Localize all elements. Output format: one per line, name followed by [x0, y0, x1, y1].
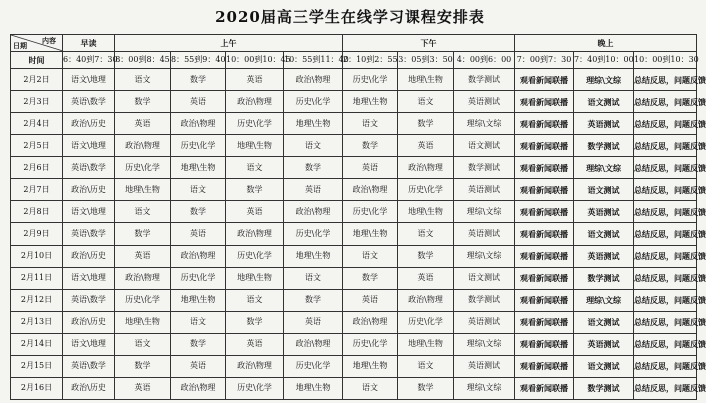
schedule-cell: 英语: [398, 267, 454, 289]
date-cell: 2月14日: [11, 333, 63, 355]
table-row: [11, 113, 697, 135]
schedule-cell: 观看新闻联播: [515, 311, 574, 333]
schedule-cell: 语文: [226, 289, 284, 311]
schedule-cell: 观看新闻联播: [515, 289, 574, 311]
schedule-cell: 政治\物理: [284, 333, 343, 355]
header-row-groups: [11, 35, 697, 52]
schedule-cell: 英语: [115, 377, 171, 399]
schedule-cell: 英语测试: [454, 179, 515, 201]
schedule-cell: 地理\生物: [115, 179, 171, 201]
schedule-cell: 地理\生物: [226, 135, 284, 157]
schedule-cell: 观看新闻联播: [515, 223, 574, 245]
date-cell: 2月6日: [11, 157, 63, 179]
corner-label-date: 日期: [13, 41, 27, 50]
schedule-cell: 观看新闻联播: [515, 157, 574, 179]
schedule-cell: 语文: [115, 201, 171, 223]
time-label: 时间: [11, 52, 63, 69]
time-slot: 10：00到10：30: [634, 52, 697, 69]
schedule-table: [10, 34, 706, 400]
schedule-cell: 英语测试: [574, 113, 634, 135]
date-cell: 2月8日: [11, 201, 63, 223]
table-row: [11, 355, 697, 377]
schedule-cell: 数学: [284, 289, 343, 311]
schedule-cell: 英语: [171, 91, 226, 113]
date-cell: 2月15日: [11, 355, 63, 377]
schedule-cell: 语文: [171, 179, 226, 201]
table-row: [11, 245, 697, 267]
schedule-cell: 英语测试: [454, 223, 515, 245]
time-slot: 3：05到3：50: [398, 52, 454, 69]
schedule-cell: 英语测试: [574, 333, 634, 355]
schedule-cell: 语文: [284, 135, 343, 157]
schedule-cell: 理综\文综: [454, 201, 515, 223]
schedule-cell: 政治\物理: [284, 69, 343, 91]
schedule-cell: 理综\文综: [574, 69, 634, 91]
group-header-afternoon: 下午: [343, 35, 515, 52]
schedule-cell: 政治\历史: [63, 245, 115, 267]
schedule-cell: 政治\物理: [171, 377, 226, 399]
schedule-cell: 理综\文综: [574, 289, 634, 311]
schedule-cell: 英语测试: [574, 245, 634, 267]
schedule-cell: 地理\生物: [115, 311, 171, 333]
schedule-cell: 政治\物理: [398, 289, 454, 311]
time-slot: 8：00到8：45: [115, 52, 171, 69]
schedule-cell: 总结反思，问题反馈: [634, 113, 697, 135]
table-row: [11, 157, 697, 179]
schedule-cell: 总结反思，问题反馈: [634, 245, 697, 267]
schedule-cell: 观看新闻联播: [515, 135, 574, 157]
schedule-cell: 语文测试: [574, 311, 634, 333]
schedule-cell: 地理\生物: [398, 69, 454, 91]
schedule-cell: 政治\历史: [63, 113, 115, 135]
schedule-cell: 地理\生物: [284, 245, 343, 267]
schedule-cell: 理综\文综: [454, 113, 515, 135]
corner-label-content: 内容: [42, 36, 56, 45]
schedule-cell: 政治\物理: [115, 135, 171, 157]
schedule-cell: 政治\物理: [226, 355, 284, 377]
time-slot: 6：40到7：30: [63, 52, 115, 69]
time-slot: 2：10到2：55: [343, 52, 398, 69]
date-cell: 2月7日: [11, 179, 63, 201]
schedule-cell: 英语: [226, 201, 284, 223]
schedule-cell: 观看新闻联播: [515, 267, 574, 289]
time-slot: 10：00到10：45: [226, 52, 284, 69]
schedule-cell: 语文\地理: [63, 201, 115, 223]
date-cell: 2月10日: [11, 245, 63, 267]
date-cell: 2月2日: [11, 69, 63, 91]
schedule-cell: 历史\化学: [284, 355, 343, 377]
schedule-cell: 语文测试: [574, 91, 634, 113]
table-row: [11, 179, 697, 201]
schedule-cell: 政治\物理: [226, 223, 284, 245]
schedule-cell: 历史\化学: [115, 157, 171, 179]
schedule-cell: 总结反思，问题反馈: [634, 267, 697, 289]
schedule-cell: 历史\化学: [171, 267, 226, 289]
schedule-cell: 英语\数学: [63, 157, 115, 179]
page-title: 2020届高三学生在线学习课程安排表: [215, 8, 485, 26]
date-cell: 2月13日: [11, 311, 63, 333]
schedule-cell: 理综\文综: [454, 377, 515, 399]
schedule-cell: 政治\物理: [284, 201, 343, 223]
table-row: [11, 135, 697, 157]
schedule-cell: 总结反思，问题反馈: [634, 179, 697, 201]
schedule-cell: 历史\化学: [226, 113, 284, 135]
schedule-cell: 政治\物理: [398, 157, 454, 179]
schedule-cell: 理综\文综: [454, 333, 515, 355]
schedule-cell: 英语: [115, 113, 171, 135]
schedule-cell: 总结反思，问题反馈: [634, 333, 697, 355]
schedule-cell: 数学: [226, 179, 284, 201]
schedule-cell: 数学: [398, 377, 454, 399]
group-header-evening: 晚上: [515, 35, 697, 52]
schedule-cell: 数学: [115, 91, 171, 113]
schedule-cell: 数学: [171, 333, 226, 355]
group-header-morning-reading: 早读: [63, 35, 115, 52]
schedule-cell: 英语: [171, 355, 226, 377]
schedule-cell: 数学测试: [574, 267, 634, 289]
schedule-cell: 数学测试: [574, 135, 634, 157]
schedule-cell: 语文: [171, 311, 226, 333]
schedule-cell: 语文测试: [454, 267, 515, 289]
schedule-cell: 数学: [284, 157, 343, 179]
table-row: [11, 223, 697, 245]
schedule-cell: 语文: [115, 69, 171, 91]
schedule-cell: 历史\化学: [398, 311, 454, 333]
schedule-cell: 语文\地理: [63, 135, 115, 157]
table-row: [11, 377, 697, 399]
schedule-cell: 语文: [115, 333, 171, 355]
schedule-cell: 总结反思，问题反馈: [634, 355, 697, 377]
schedule-cell: 政治\历史: [63, 311, 115, 333]
schedule-cell: 语文测试: [574, 223, 634, 245]
schedule-cell: 数学: [398, 113, 454, 135]
schedule-cell: 语文测试: [574, 179, 634, 201]
schedule-cell: 语文: [343, 245, 398, 267]
schedule-cell: 观看新闻联播: [515, 377, 574, 399]
date-cell: 2月5日: [11, 135, 63, 157]
date-cell: 2月3日: [11, 91, 63, 113]
schedule-cell: 英语\数学: [63, 223, 115, 245]
schedule-cell: 地理\生物: [343, 223, 398, 245]
schedule-cell: 语文\地理: [63, 333, 115, 355]
schedule-cell: 历史\化学: [343, 333, 398, 355]
schedule-cell: 英语测试: [454, 91, 515, 113]
time-slot: 8：55到9：40: [171, 52, 226, 69]
date-cell: 2月9日: [11, 223, 63, 245]
schedule-cell: 理综\文综: [574, 157, 634, 179]
group-header-morning: 上午: [115, 35, 343, 52]
schedule-cell: 语文: [398, 355, 454, 377]
schedule-cell: 总结反思，问题反馈: [634, 289, 697, 311]
schedule-cell: 地理\生物: [398, 333, 454, 355]
schedule-cell: 总结反思，问题反馈: [634, 201, 697, 223]
schedule-cell: 观看新闻联播: [515, 201, 574, 223]
schedule-cell: 英语: [284, 311, 343, 333]
schedule-cell: 地理\生物: [226, 267, 284, 289]
schedule-cell: 数学: [398, 245, 454, 267]
schedule-cell: 总结反思，问题反馈: [634, 157, 697, 179]
schedule-cell: 历史\化学: [171, 135, 226, 157]
schedule-cell: 历史\化学: [398, 179, 454, 201]
schedule-cell: 历史\化学: [226, 245, 284, 267]
schedule-cell: 总结反思，问题反馈: [634, 223, 697, 245]
schedule-cell: 数学: [343, 267, 398, 289]
schedule-cell: 历史\化学: [343, 201, 398, 223]
schedule-cell: 数学: [115, 223, 171, 245]
date-cell: 2月4日: [11, 113, 63, 135]
table-row: [11, 289, 697, 311]
schedule-cell: 英语: [226, 333, 284, 355]
schedule-cell: 英语测试: [454, 311, 515, 333]
schedule-cell: 总结反思，问题反馈: [634, 91, 697, 113]
schedule-cell: 历史\化学: [284, 223, 343, 245]
schedule-cell: 英语\数学: [63, 289, 115, 311]
schedule-cell: 数学测试: [454, 69, 515, 91]
schedule-cell: 政治\物理: [343, 311, 398, 333]
schedule-cell: 总结反思，问题反馈: [634, 311, 697, 333]
schedule-cell: 历史\化学: [226, 377, 284, 399]
schedule-cell: 英语\数学: [63, 91, 115, 113]
schedule-cell: 观看新闻联播: [515, 333, 574, 355]
schedule-cell: 地理\生物: [284, 113, 343, 135]
schedule-cell: 观看新闻联播: [515, 245, 574, 267]
schedule-cell: 数学测试: [454, 289, 515, 311]
schedule-cell: 总结反思，问题反馈: [634, 377, 697, 399]
schedule-cell: 英语测试: [574, 201, 634, 223]
schedule-cell: 观看新闻联播: [515, 69, 574, 91]
schedule-cell: 语文测试: [574, 355, 634, 377]
schedule-cell: 数学测试: [574, 377, 634, 399]
schedule-cell: 数学测试: [454, 157, 515, 179]
schedule-cell: 数学: [343, 135, 398, 157]
schedule-cell: 英语\数学: [63, 355, 115, 377]
time-slot: 7：00到7：30: [515, 52, 574, 69]
schedule-cell: 语文\地理: [63, 69, 115, 91]
schedule-cell: 地理\生物: [343, 355, 398, 377]
table-row: [11, 267, 697, 289]
schedule-cell: 语文测试: [454, 135, 515, 157]
schedule-cell: 历史\化学: [343, 69, 398, 91]
schedule-cell: 地理\生物: [171, 289, 226, 311]
schedule-cell: 总结反思，问题反馈: [634, 69, 697, 91]
schedule-cell: 地理\生物: [284, 377, 343, 399]
schedule-cell: 观看新闻联播: [515, 179, 574, 201]
schedule-cell: 英语: [226, 69, 284, 91]
schedule-cell: 语文: [343, 377, 398, 399]
table-row: [11, 201, 697, 223]
schedule-cell: 政治\物理: [115, 267, 171, 289]
schedule-cell: 政治\物理: [171, 113, 226, 135]
table-row: [11, 311, 697, 333]
time-slot: 10：55到11：40: [284, 52, 343, 69]
schedule-cell: 语文\地理: [63, 267, 115, 289]
date-cell: 2月16日: [11, 377, 63, 399]
schedule-cell: 英语: [171, 223, 226, 245]
schedule-cell: 英语: [343, 289, 398, 311]
schedule-cell: 历史\化学: [284, 91, 343, 113]
header-row-times: [11, 52, 697, 69]
table-row: [11, 69, 697, 91]
time-slot: 4：00到6：00: [454, 52, 515, 69]
schedule-cell: 政治\历史: [63, 179, 115, 201]
schedule-cell: 英语测试: [454, 355, 515, 377]
schedule-cell: 地理\生物: [171, 157, 226, 179]
table-row: [11, 91, 697, 113]
schedule-cell: 数学: [171, 69, 226, 91]
date-cell: 2月12日: [11, 289, 63, 311]
schedule-cell: 语文: [398, 223, 454, 245]
schedule-cell: 政治\物理: [171, 245, 226, 267]
schedule-cell: 观看新闻联播: [515, 113, 574, 135]
schedule-cell: 总结反思，问题反馈: [634, 135, 697, 157]
date-cell: 2月11日: [11, 267, 63, 289]
schedule-cell: 语文: [226, 157, 284, 179]
schedule-cell: 英语: [343, 157, 398, 179]
schedule-cell: 语文: [398, 91, 454, 113]
schedule-cell: 数学: [171, 201, 226, 223]
schedule-cell: 英语: [398, 135, 454, 157]
time-slot: 7：40到10：00: [574, 52, 634, 69]
schedule-cell: 数学: [226, 311, 284, 333]
schedule-cell: 理综\文综: [454, 245, 515, 267]
table-row: [11, 333, 697, 355]
schedule-cell: 语文: [343, 113, 398, 135]
schedule-cell: 政治\物理: [343, 179, 398, 201]
schedule-cell: 地理\生物: [343, 91, 398, 113]
schedule-cell: 英语: [284, 179, 343, 201]
corner-cell: [11, 35, 63, 52]
schedule-cell: 地理\生物: [398, 201, 454, 223]
schedule-cell: 政治\物理: [226, 91, 284, 113]
schedule-cell: 英语: [115, 245, 171, 267]
schedule-cell: 观看新闻联播: [515, 355, 574, 377]
schedule-cell: 政治\历史: [63, 377, 115, 399]
schedule-cell: 数学: [115, 355, 171, 377]
schedule-cell: 历史\化学: [115, 289, 171, 311]
schedule-cell: 观看新闻联播: [515, 91, 574, 113]
schedule-cell: 语文: [284, 267, 343, 289]
